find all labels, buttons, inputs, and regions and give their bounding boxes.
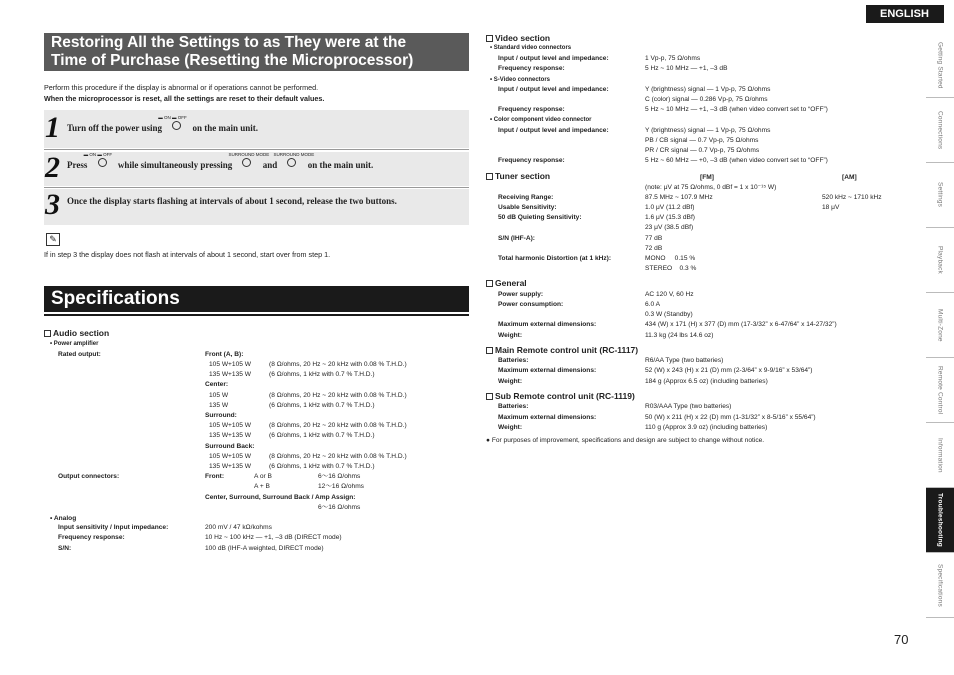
spec-text: 520 kHz ~ 1710 kHz (822, 194, 882, 201)
spec-text: Input sensitivity / Input impedance: (58, 524, 169, 531)
spec-text: 135 W+135 W (209, 432, 251, 439)
spec-text: • Standard video connectors (490, 45, 572, 51)
side-nav-remote-control[interactable]: Remote Control (926, 358, 954, 423)
spec-text: (6 Ω/ohms, 1 kHz with 0.7 % T.H.D.) (269, 432, 375, 439)
spec-text: Output connectors: (58, 473, 120, 480)
spec-text: • S-Video connectors (490, 77, 551, 83)
spec-text: Batteries: (498, 357, 529, 364)
tuner-section-heading: Tuner section (486, 171, 550, 181)
spec-text: Maximum external dimensions: (498, 367, 597, 374)
spec-text: PR / CR signal — 0.7 Vp-p, 75 Ω/ohms (645, 147, 760, 154)
spec-text: 434 (W) x 171 (H) x 377 (D) mm (17-3/32” x 6-47/64” x 14-27/32”) (645, 321, 837, 328)
step-2: 2 Press ▬ ON ▬ OFF while simultaneously pressing SURROUND MODE and SURROUND MODE on the main unit. (44, 152, 469, 186)
spec-text: Y (brightness) signal — 1 Vp-p, 75 Ω/ohms (645, 86, 771, 93)
spec-text: Power supply: (498, 291, 544, 298)
side-nav (926, 33, 954, 618)
spec-text: 200 mV / 47 kΩ/kohms (205, 524, 272, 531)
audio-section-heading: Audio section (44, 328, 109, 338)
spec-text: 23 μV (38.5 dBf) (645, 224, 694, 231)
spec-text: Usable Sensitivity: (498, 204, 557, 211)
spec-text: (6 Ω/ohms, 1 kHz with 0.7 % T.H.D.) (269, 402, 375, 409)
surround-mode-button-icon: SURROUND MODE (281, 158, 303, 168)
step-3: 3 Once the display starts flashing at intervals of about 1 second, release the two buttons. (44, 189, 469, 225)
spec-text: S/N (IHF-A): (498, 235, 535, 242)
step-1: 1 Turn off the power using ▬ ON ▬ OFF on the main unit. (44, 110, 469, 148)
power-button-icon: ▬ ON ▬ OFF (166, 121, 188, 131)
spec-text: 105 W+105 W (209, 422, 251, 429)
note-text: If in step 3 the display does not flash at intervals of about 1 second, start over from step 1. (44, 250, 331, 259)
video-section-heading: Video section (486, 33, 550, 43)
spec-text: Rated output: (58, 351, 101, 358)
spec-text: Surround Back: (205, 443, 255, 450)
footnote: ● For purposes of improvement, specifications and design are subject to change without notice. (486, 437, 765, 444)
spec-text: 10 Hz ~ 100 kHz — +1, –3 dB (DIRECT mode) (205, 534, 342, 541)
spec-text: Front: (205, 473, 225, 480)
spec-text: Batteries: (498, 403, 529, 410)
specifications-title: Specifications (44, 286, 469, 312)
spec-text: R03/AAA Type (two batteries) (645, 403, 732, 410)
spec-text: (6 Ω/ohms, 1 kHz with 0.7 % T.H.D.) (269, 371, 375, 378)
spec-text: Power consumption: (498, 301, 564, 308)
spec-text: C (color) signal — 0.286 Vp-p, 75 Ω/ohms (645, 96, 768, 103)
spec-text: S/N: (58, 545, 72, 552)
spec-text: (note: μV at 75 Ω/ohms, 0 dBf = 1 x 10⁻¹⁵ W) (645, 184, 777, 191)
spec-text: 135 W+135 W (209, 463, 251, 470)
spec-text: (8 Ω/ohms, 20 Hz ~ 20 kHz with 0.08 % T.H.D.) (269, 361, 407, 368)
spec-text: A + B (254, 483, 270, 490)
spec-text: Frequency response: (498, 106, 565, 113)
spec-text: 50 (W) x 211 (H) x 22 (D) mm (1-31/32” x 8-5/16” x 55/64”) (645, 414, 816, 421)
spec-text: Frequency response: (58, 534, 125, 541)
spec-text: Center: (205, 381, 229, 388)
spec-text: 135 W+135 W (209, 371, 251, 378)
spec-text: AC 120 V, 60 Hz (645, 291, 694, 298)
spec-text: [AM] (842, 174, 857, 181)
spec-text: 1 Vp-p, 75 Ω/ohms (645, 55, 701, 62)
spec-text: A or B (254, 473, 272, 480)
page-number: 70 (894, 632, 909, 647)
side-nav-settings[interactable]: Settings (926, 163, 954, 228)
spec-text: 6.0 A (645, 301, 661, 308)
spec-text: [FM] (700, 174, 714, 181)
spec-text: 105 W (209, 392, 229, 399)
spec-text: 184 g (Approx 6.5 oz) (including batteries) (645, 378, 768, 385)
spec-text: 6～16 Ω/ohms (318, 473, 361, 480)
spec-text: Weight: (498, 378, 523, 385)
spec-text: 135 W (209, 402, 229, 409)
spec-text: 105 W+105 W (209, 361, 251, 368)
spec-text: 50 dB Quieting Sensitivity: (498, 214, 582, 221)
spec-text: PB / CB signal — 0.7 Vp-p, 75 Ω/ohms (645, 137, 759, 144)
restore-title: Restoring All the Settings to as They were at the Time of Purchase (Resetting the Microprocessor) (44, 33, 469, 71)
spec-text: 72 dB (645, 245, 663, 252)
spec-text: (6 Ω/ohms, 1 kHz with 0.7 % T.H.D.) (269, 463, 375, 470)
spec-text: Maximum external dimensions: (498, 414, 597, 421)
spec-text: 77 dB (645, 235, 663, 242)
spec-text: Maximum external dimensions: (498, 321, 597, 328)
spec-text: 1.0 μV (11.2 dBf) (645, 204, 695, 211)
spec-text: 87.5 MHz ~ 107.9 MHz (645, 194, 713, 201)
spec-text: 100 dB (IHF-A weighted, DIRECT mode) (205, 545, 324, 552)
spec-text: 1.6 μV (15.3 dBf) (645, 214, 695, 221)
spec-text: Receiving Range: (498, 194, 554, 201)
spec-text: Center, Surround, Surround Back / Amp Assign: (205, 494, 356, 501)
spec-text: (8 Ω/ohms, 20 Hz ~ 20 kHz with 0.08 % T.H.D.) (269, 453, 407, 460)
spec-text: STEREO 0.3 % (645, 265, 697, 272)
side-nav-multi-zone[interactable]: Multi-Zone (926, 293, 954, 358)
power-button-icon: ▬ ON ▬ OFF (92, 158, 114, 168)
spec-text: Frequency response: (498, 65, 565, 72)
general-section-heading: General (486, 278, 527, 288)
spec-text: MONO 0.15 % (645, 255, 696, 262)
spec-text: 6～16 Ω/ohms (318, 504, 361, 511)
spec-text: 5 Hz ~ 60 MHz — +0, –3 dB (when video convert set to “OFF”) (645, 157, 828, 164)
spec-text: 52 (W) x 243 (H) x 21 (D) mm (2-3/64” x 9-9/16” x 53/64”) (645, 367, 813, 374)
spec-text: (8 Ω/ohms, 20 Hz ~ 20 kHz with 0.08 % T.H.D.) (269, 422, 407, 429)
spec-text: Weight: (498, 424, 523, 431)
spec-text: 18 μV (822, 204, 840, 211)
side-nav-information[interactable]: Information (926, 423, 954, 488)
side-nav-connections[interactable]: Connections (926, 98, 954, 163)
spec-text: Weight: (498, 332, 523, 339)
spec-text: Input / output level and impedance: (498, 55, 609, 62)
spec-text: Frequency response: (498, 157, 565, 164)
spec-text: 5 Hz ~ 10 MHz — +1, –3 dB (when video convert set to “OFF”) (645, 106, 828, 113)
spec-text: 0.3 W (Standby) (645, 311, 693, 318)
spec-text: 105 W+105 W (209, 453, 251, 460)
spec-text: Input / output level and impedance: (498, 86, 609, 93)
spec-text: R6/AA Type (two batteries) (645, 357, 724, 364)
spec-text: Y (brightness) signal — 1 Vp-p, 75 Ω/ohms (645, 127, 771, 134)
spec-text: 5 Hz ~ 10 MHz — +1, –3 dB (645, 65, 728, 72)
side-nav-playback[interactable]: Playback (926, 228, 954, 293)
pencil-note-icon: ✎ (46, 233, 60, 246)
spec-text: Total harmonic Distortion (at 1 kHz): (498, 255, 612, 262)
side-nav-troubleshooting[interactable]: Troubleshooting (926, 488, 954, 553)
spec-text: 12～16 Ω/ohms (318, 483, 364, 490)
spec-text: • Color component video connector (490, 117, 592, 123)
surround-mode-button-icon: SURROUND MODE (236, 158, 258, 168)
restore-intro: Perform this procedure if the display is abnormal or if operations cannot be performed. When the microprocessor is reset, all the settings are reset to their default values. (44, 83, 325, 103)
spec-text: Surround: (205, 412, 237, 419)
spec-text: (8 Ω/ohms, 20 Hz ~ 20 kHz with 0.08 % T.H.D.) (269, 392, 407, 399)
sub-remote-heading: Sub Remote control unit (RC-1119) (486, 391, 635, 401)
spec-text: Front (A, B): (205, 351, 244, 358)
spec-text: • Power amplifier (50, 341, 99, 347)
language-badge: ENGLISH (866, 5, 944, 23)
spec-text: 110 g (Approx 3.9 oz) (including batteries) (645, 424, 768, 431)
spec-text: Input / output level and impedance: (498, 127, 609, 134)
main-remote-heading: Main Remote control unit (RC-1117) (486, 345, 638, 355)
spec-text: 11.3 kg (24 lbs 14.6 oz) (645, 332, 714, 339)
spec-text: • Analog (50, 515, 77, 522)
side-nav-getting-started[interactable]: Getting Started (926, 33, 954, 98)
title-underline (44, 314, 469, 316)
side-nav-specifications[interactable]: Specifications (926, 553, 954, 618)
